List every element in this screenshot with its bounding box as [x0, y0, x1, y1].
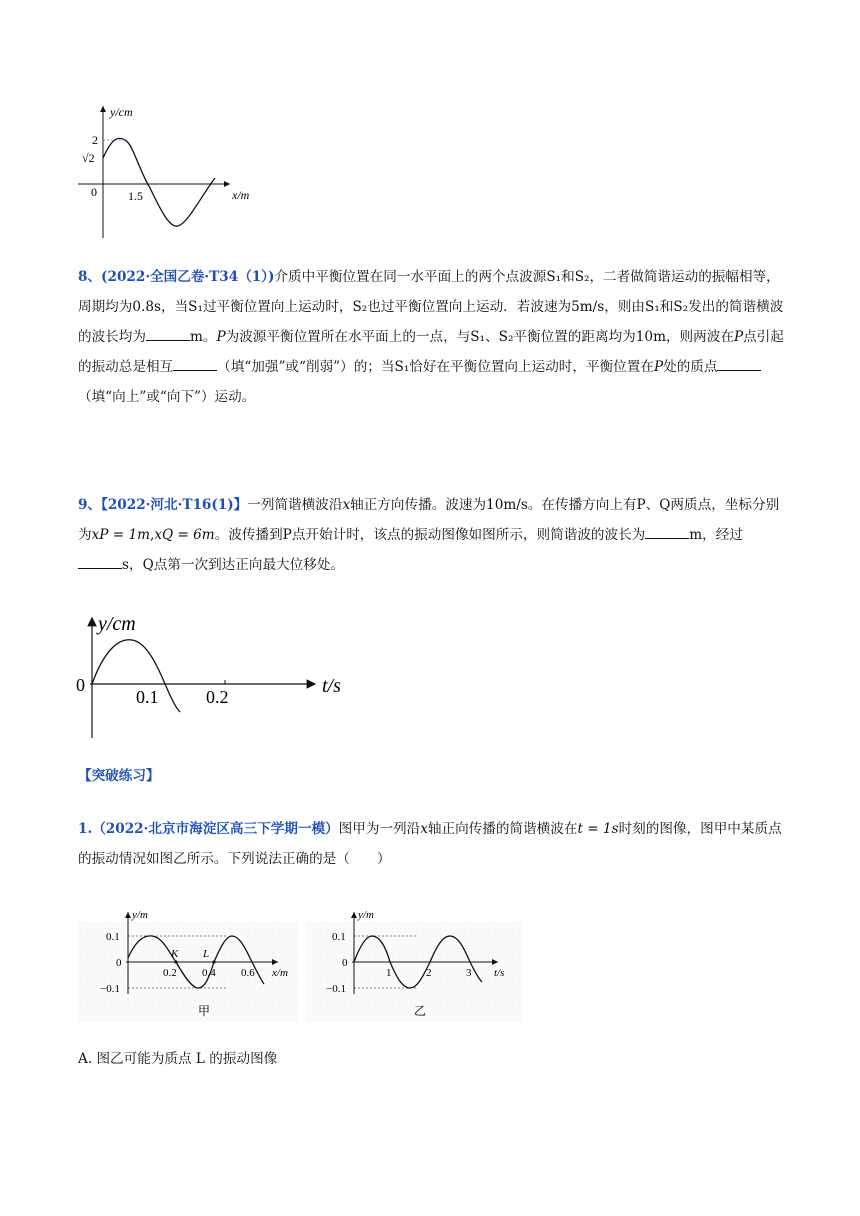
symbol-s2: S₂: [352, 299, 368, 315]
symbol-s1: S₁: [394, 359, 410, 375]
symbol-s2: S₂: [673, 299, 689, 315]
y-tick-top: 0.1: [106, 931, 120, 943]
answer-blank[interactable]: [717, 356, 761, 371]
text: 为波源平衡位置所在水平面上的一点，与: [225, 329, 471, 345]
time-value: t = 1s: [577, 821, 619, 837]
question-9: 9、【2022·河北·T16(1)】一列简谐横波沿x轴正方向传播。波速为10m/s。在传播方向上有P、Q两质点，坐标分别为xP = 1m,xQ = 6m。波传播到P点开始计时，该点的振动图像如图所示，则简谐波的波长为 m，经过s，Q点第一次到达正向最大位移处。: [78, 497, 780, 573]
symbol-s1: S₁: [546, 269, 562, 285]
x-tick-1.5: 1.5: [128, 189, 143, 203]
y-axis-label: y/cm: [110, 105, 133, 119]
text: 轴正向传播的简谐横波在: [427, 821, 578, 837]
x-symbol: x: [342, 497, 351, 513]
text: ，当: [160, 299, 189, 315]
text: 点引起的振动总是相互: [78, 329, 784, 375]
text: 介质中平衡位置在同一水平面上的两个点波源: [274, 269, 547, 285]
t-axis-label: t/s: [322, 675, 341, 697]
t-axis-label: t/s: [494, 967, 505, 979]
point-l: [212, 960, 215, 963]
text: 恰好在平衡位置向上运动时，平衡位置在: [409, 359, 654, 375]
figure-caption-jia: 甲: [198, 1004, 211, 1018]
text: 和: [561, 269, 575, 285]
practice-question-1: [78, 814, 784, 874]
text: s，Q点第一次到达正向最大位移处。: [122, 557, 345, 573]
text: 平衡位置的距离均为: [513, 329, 636, 345]
text: 轴正方向传播。波速为10m/s。在传播方向上有P、Q两质点，坐标分别为: [78, 497, 780, 543]
text: 时刻的图像，图甲中某质点的振动情况如图乙所示。下列说法正确的是（ ）: [78, 821, 782, 867]
t-tick-0.1: 0.1: [136, 687, 159, 707]
period-value: 0.8s: [132, 299, 161, 315]
point-p: P: [653, 359, 664, 375]
text: （填“向上”或“向下”）运动。: [78, 389, 256, 405]
wave-curve: [103, 138, 215, 226]
point-p: P: [216, 329, 226, 345]
label-k: K: [171, 948, 179, 960]
vibration-graph-q9: [70, 608, 360, 743]
y-axis-label: y/cm: [98, 613, 136, 635]
wave-graph-top: [70, 98, 270, 243]
y-tick-top: 0.1: [332, 931, 346, 943]
t-tick-2: 2: [426, 967, 432, 979]
wave-graph-jia: [78, 902, 298, 1024]
origin-label: 0: [342, 957, 348, 969]
text: 过平衡位置向上运动时，: [202, 299, 353, 315]
xq-value: xQ = 6m: [154, 527, 215, 543]
symbol-s2: S₂: [498, 329, 514, 345]
x-axis-label: x/m: [232, 188, 250, 202]
xp-value: xP = 1m: [91, 527, 150, 543]
answer-blank[interactable]: [645, 524, 689, 539]
x-symbol: x: [420, 821, 428, 837]
origin-label: 0: [116, 957, 122, 969]
x-tick-0.4: 0.4: [202, 967, 216, 979]
origin-label: 0: [76, 675, 85, 695]
text: （填“加强”或“削弱”）的；当: [217, 359, 395, 375]
figure-caption-yi: 乙: [414, 1004, 427, 1018]
point-p: P: [733, 329, 744, 345]
text: 也过平衡位置向上运动．若波速为: [367, 299, 572, 315]
x-tick-0.2: 0.2: [163, 967, 177, 979]
question-9-source: 9、【2022·河北·T16(1)】: [78, 497, 248, 513]
y-tick-sqrt2: √2: [82, 151, 95, 165]
x-tick-0.6: 0.6: [241, 967, 255, 979]
symbol-s2: S₂: [574, 269, 590, 285]
text: 、: [485, 329, 499, 345]
text: 一列简谐横波沿: [247, 497, 343, 513]
text: m，经过: [689, 527, 743, 543]
y-tick-bottom: −0.1: [100, 983, 120, 995]
point-k: [174, 960, 177, 963]
section-heading: 【突破练习】: [78, 768, 160, 784]
text: 。波传播到P点开始计时，该点的振动图像如图所示，则简谐波的波长为: [214, 527, 646, 543]
symbol-s1: S₁: [470, 329, 486, 345]
text: m。: [189, 329, 217, 345]
t-tick-1: 1: [386, 967, 392, 979]
text: ，则两波在: [665, 329, 734, 345]
text: ，则由: [604, 299, 646, 315]
text: 处的质点: [663, 359, 718, 375]
text: ，二者做简谐运动的振幅相等，周期均为: [78, 269, 780, 315]
speed-value: 5m/s: [571, 299, 605, 315]
x-axis-label: x/m: [272, 967, 288, 979]
y-tick-bottom: −0.1: [326, 983, 346, 995]
question-8: [78, 262, 784, 412]
answer-blank[interactable]: [173, 356, 217, 371]
answer-blank[interactable]: [78, 554, 122, 569]
label-l: L: [203, 948, 210, 960]
t-tick-3: 3: [466, 967, 472, 979]
answer-blank[interactable]: [146, 326, 190, 341]
t-tick-0.2: 0.2: [206, 687, 229, 707]
text: 和: [659, 299, 674, 315]
practice-1-source: 1.（2022·北京市海淀区高三下学期一模）: [78, 821, 339, 837]
symbol-s1: S₁: [645, 299, 660, 315]
vibration-graph-yi: [306, 902, 522, 1024]
y-axis-label: y/m: [132, 909, 148, 921]
text: 发出的简谐横波的波长均为: [78, 299, 784, 345]
option-a: A. 图乙可能为质点 L 的振动图像: [78, 1051, 278, 1067]
question-8-source: 8、(2022·全国乙卷·T34（1）): [78, 269, 275, 285]
text: 图甲为一列沿: [338, 821, 421, 837]
distance-value: 10m: [635, 329, 666, 345]
y-axis-label: y/m: [358, 909, 374, 921]
y-tick-2: 2: [92, 133, 98, 147]
origin-label: 0: [91, 185, 97, 199]
symbol-s1: S₁: [188, 299, 203, 315]
